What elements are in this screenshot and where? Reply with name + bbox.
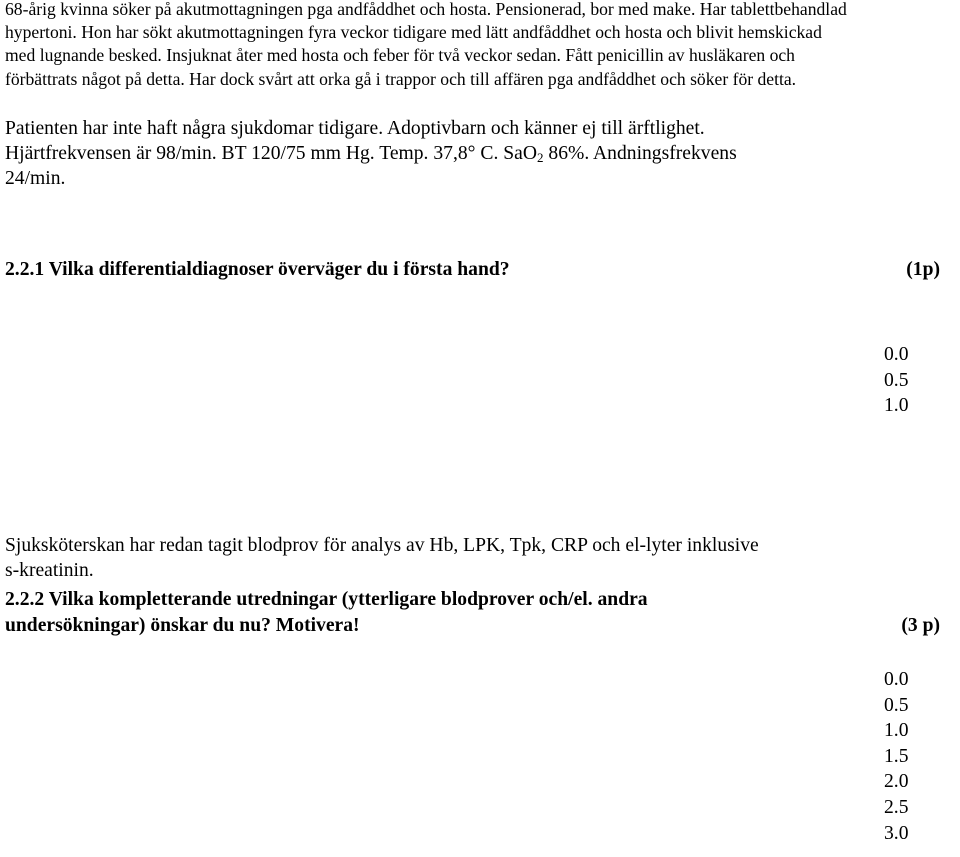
score-option: 2.5 — [884, 796, 909, 818]
score-option: 0.0 — [884, 669, 909, 690]
score-option: 1.5 — [884, 745, 909, 767]
vitals-subscript: 2 — [537, 150, 544, 165]
patient-history-line: Patienten har inte haft några sjukdomar tidigare. Adoptivbarn och känner ej till ärftlighet. — [5, 118, 705, 139]
score-scale-1 — [884, 342, 944, 419]
question-points: (3 p) — [901, 615, 940, 636]
case-intro — [5, 0, 960, 91]
score-option: 3.0 — [884, 822, 909, 844]
score-option: 0.0 — [884, 344, 909, 365]
case-intro-line: 68-årig kvinna söker på akutmottagningen pga andfåddhet och hosta. Pensionerad, bor med make. Har tablettbehandlad — [5, 0, 847, 19]
question-text: 2.2.2 Vilka kompletterande utredningar (ytterligare blodprover och/el. andra — [5, 589, 648, 610]
patient-info — [5, 116, 955, 191]
question-2-2-1 — [5, 257, 940, 283]
question-text-continued: undersökningar) önskar du nu? Motivera! — [5, 615, 360, 636]
vitals-text-continued: 86%. Andningsfrekvens — [543, 143, 737, 164]
score-option: 1.0 — [884, 395, 909, 417]
score-option: 2.0 — [884, 771, 909, 793]
respiratory-rate-line: 24/min. — [5, 168, 66, 189]
question-text: 2.2.1 Vilka differentialdiagnoser överväger du i första hand? — [5, 259, 510, 280]
case-intro-line: hypertoni. Hon har sökt akutmottagningen fyra veckor tidigare med lätt andfåddhet och hosta och blivit hemskickad — [5, 22, 822, 43]
question-points: (1p) — [906, 259, 940, 280]
nurse-note-line: s-kreatinin. — [5, 560, 94, 581]
case-intro-line: förbättrats något på detta. Har dock svårt att orka gå i trappor och till affären pga andfåddhet och söker för detta. — [5, 68, 797, 89]
score-scale-2 — [884, 667, 944, 846]
nurse-note-line: Sjuksköterskan har redan tagit blodprov för analys av Hb, LPK, Tpk, CRP och el-lyter inklusive — [5, 535, 759, 556]
vitals-text: Hjärtfrekvensen är 98/min. BT 120/75 mm Hg. Temp. 37,8° C. SaO — [5, 143, 537, 164]
vitals-line — [5, 141, 955, 166]
case-intro-line: med lugnande besked. Insjuknat åter med hosta och feber för två veckor sedan. Fått penicillin av husläkaren och — [5, 45, 795, 66]
nurse-note — [5, 533, 955, 583]
question-row — [5, 587, 940, 613]
question-row — [5, 613, 940, 639]
score-option: 0.5 — [884, 694, 909, 716]
score-option: 1.0 — [884, 720, 909, 742]
score-option: 0.5 — [884, 369, 909, 391]
question-row — [5, 257, 940, 283]
question-2-2-2 — [5, 587, 940, 639]
